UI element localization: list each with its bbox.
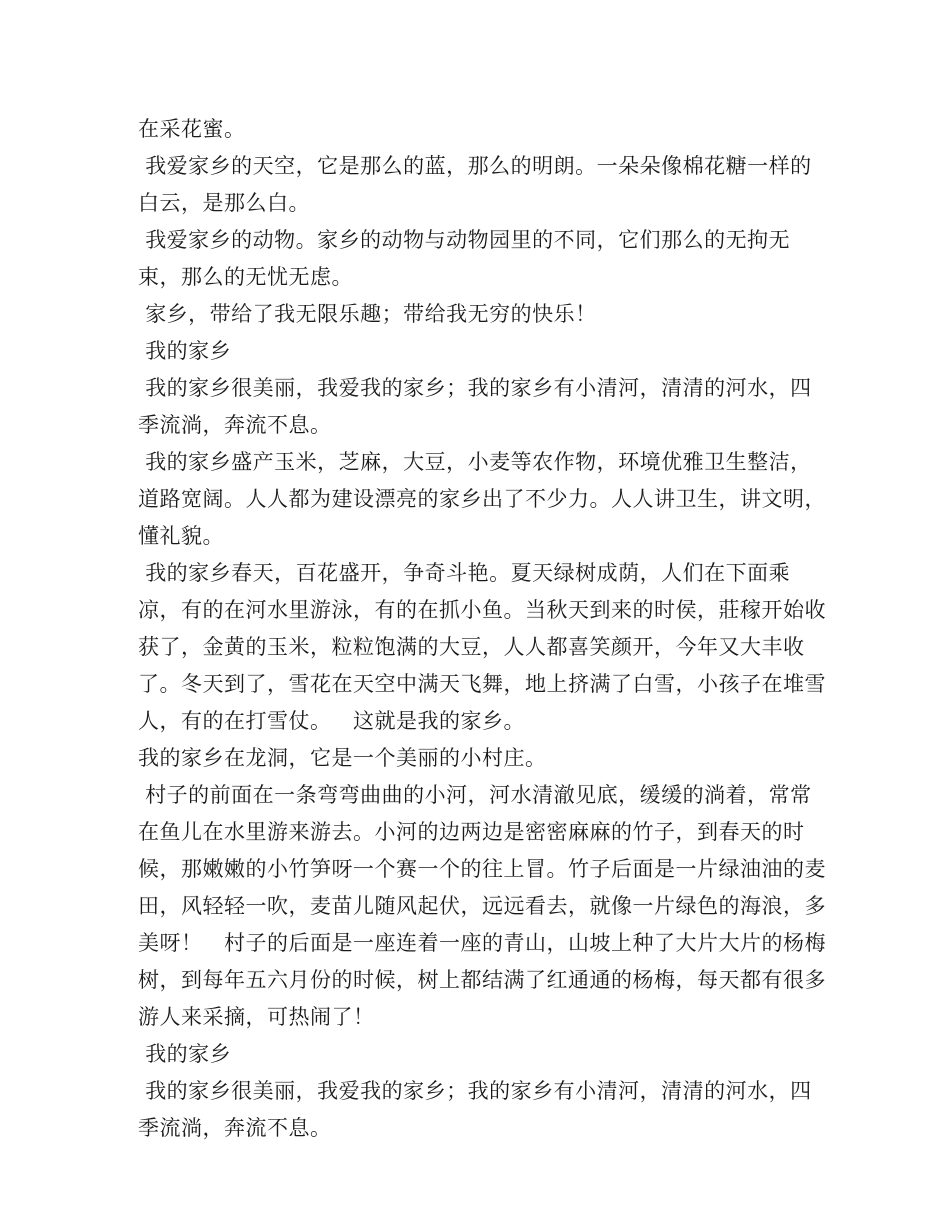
paragraph: 我的家乡春天，百花盛开，争奇斗艳。夏天绿树成荫，人们在下面乘凉，有的在河水里游泳，有的在抓小鱼。当秋天到来的时侯，莊稼开始收获了，金黄的玉米，粒粒饱满的大豆，人人都喜笑颜开，今年又大丰收了。冬天到了，雪花在天空中满天飞舞，地上挤满了白雪，小孩子在堆雪人，有的在打雪仗。 这就是我的家乡。	[138, 561, 826, 733]
paragraph: 我的家乡在龙洞，它是一个美丽的小村庄。	[138, 746, 547, 770]
paragraph: 我爱家乡的动物。家乡的动物与动物园里的不同，它们那么的无拘无束，那么的无忧无虑。	[138, 228, 791, 289]
paragraph: 家乡，带给了我无限乐趣；带给我无穷的快乐！	[138, 302, 597, 326]
paragraph: 我的家乡很美丽，我爱我的家乡；我的家乡有小清河，清清的河水，四季流淌，奔流不息。	[138, 376, 812, 437]
section-heading: 我的家乡	[138, 1042, 232, 1066]
paragraph: 我的家乡盛产玉米，芝麻，大豆，小麦等农作物，环境优雅卫生整洁，道路宽阔。人人都为建设漂亮的家乡出了不少力。人人讲卫生，讲文明，懂礼貌。	[138, 450, 826, 548]
section-heading: 我的家乡	[138, 339, 232, 363]
document-body	[138, 111, 828, 1147]
paragraph: 村子的前面在一条弯弯曲曲的小河，河水清澈见底，缓缓的淌着，常常在鱼儿在水里游来游去。小河的边两边是密密麻麻的竹子，到春天的时候，那嫩嫩的小竹笋呀一个赛一个的往上冒。竹子后面是一片绿油油的麦田，风轻轻一吹，麦苗儿随风起伏，远远看去，就像一片绿色的海浪，多美呀！ 村子的后面是一座连着一座的青山，山坡上种了大片大片的杨梅树，到每年五六月份的时候，树上都结满了红通通的杨梅，每天都有很多游人来采摘，可热闹了！	[138, 783, 827, 1029]
paragraph: 在采花蜜。	[138, 117, 246, 141]
paragraph: 我的家乡很美丽，我爱我的家乡；我的家乡有小清河，清清的河水，四季流淌，奔流不息。	[138, 1079, 812, 1140]
paragraph: 我爱家乡的天空，它是那么的蓝，那么的明朗。一朵朵像棉花糖一样的白云，是那么白。	[138, 154, 812, 215]
